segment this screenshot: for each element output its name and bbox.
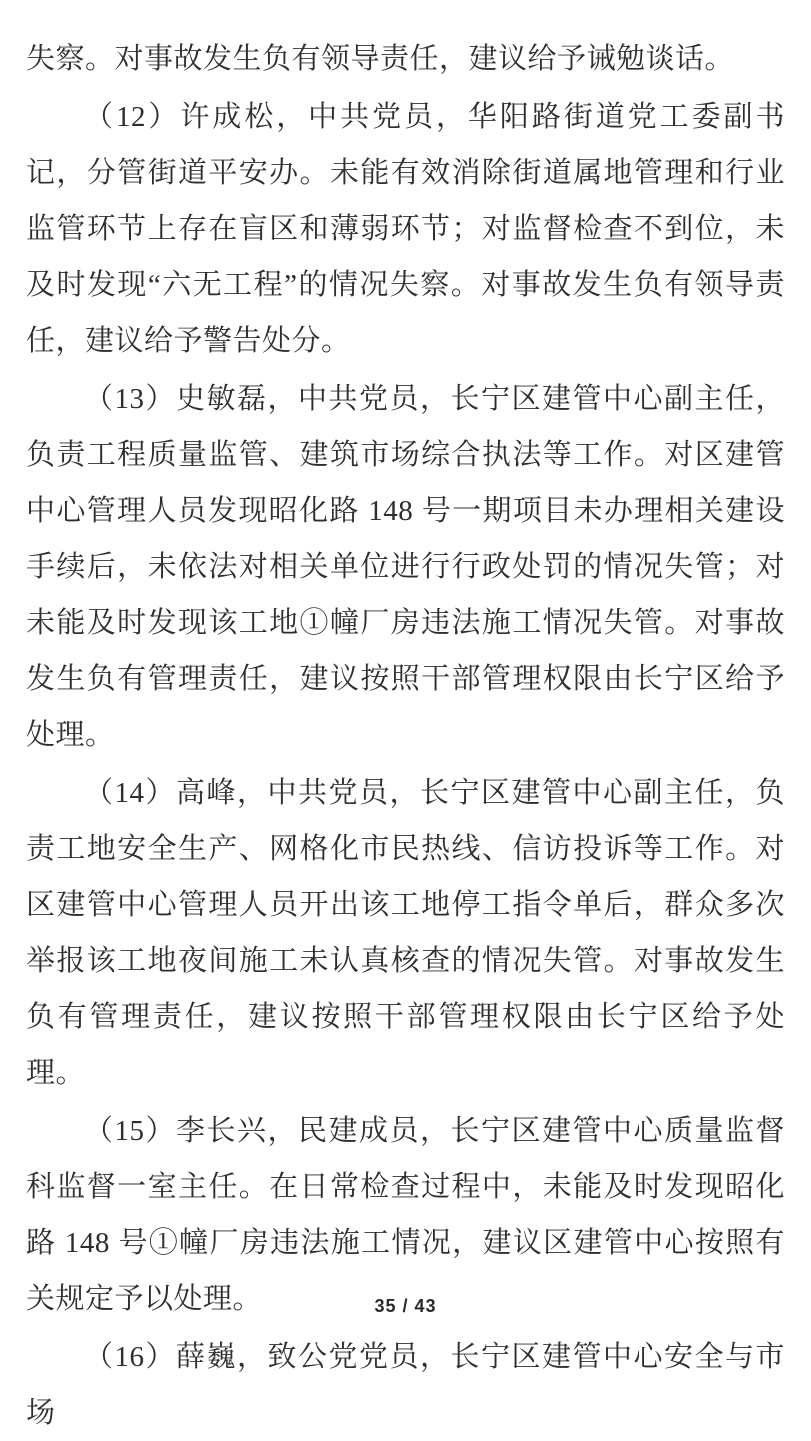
paragraph-continuation: 失察。对事故发生负有领导责任，建议给予诫勉谈话。 <box>26 43 735 75</box>
paragraph-item-12: （12）许成松，中共党员，华阳路街道党工委副书记，分管街道平安办。未能有效消除街道属地管理和行业监管环节上存在盲区和薄弱环节；对监督检查不到位，未及时发现“六无工程”的情况失察。对事故发生负有领导责任，建议给予警告处分。 <box>26 101 785 357</box>
paragraph-item-15: （15）李长兴，民建成员，长宁区建管中心质量监督科监督一室主任。在日常检查过程中，未能及时发现昭化路 148 号①幢厂房违法施工情况，建议区建管中心按照有关规定予以处理。 <box>26 1115 785 1315</box>
paragraph-item-16: （16）薛巍，致公党党员，长宁区建管中心安全与市场 <box>26 1341 785 1429</box>
paragraph-item-13: （13）史敏磊，中共党员，长宁区建管中心副主任，负责工程质量监管、建筑市场综合执法等工作。对区建管中心管理人员发现昭化路 148 号一期项目未办理相关建设手续后，未依法对相关单位进行行政处罚的情况失管；对未能及时发现该工地①幢厂房违法施工情况失管。对事故发生负有管理责任，建议按照干部管理权限由长宁区给予处理。 <box>26 383 785 751</box>
page-number: 35 / 43 <box>374 1296 437 1316</box>
paragraph-item-14: （14）高峰，中共党员，长宁区建管中心副主任，负责工地安全生产、网格化市民热线、信访投诉等工作。对区建管中心管理人员开出该工地停工指令单后，群众多次举报该工地夜间施工未认真核查的情况失管。对事故发生负有管理责任，建议按照干部管理权限由长宁区给予处理。 <box>26 777 785 1089</box>
